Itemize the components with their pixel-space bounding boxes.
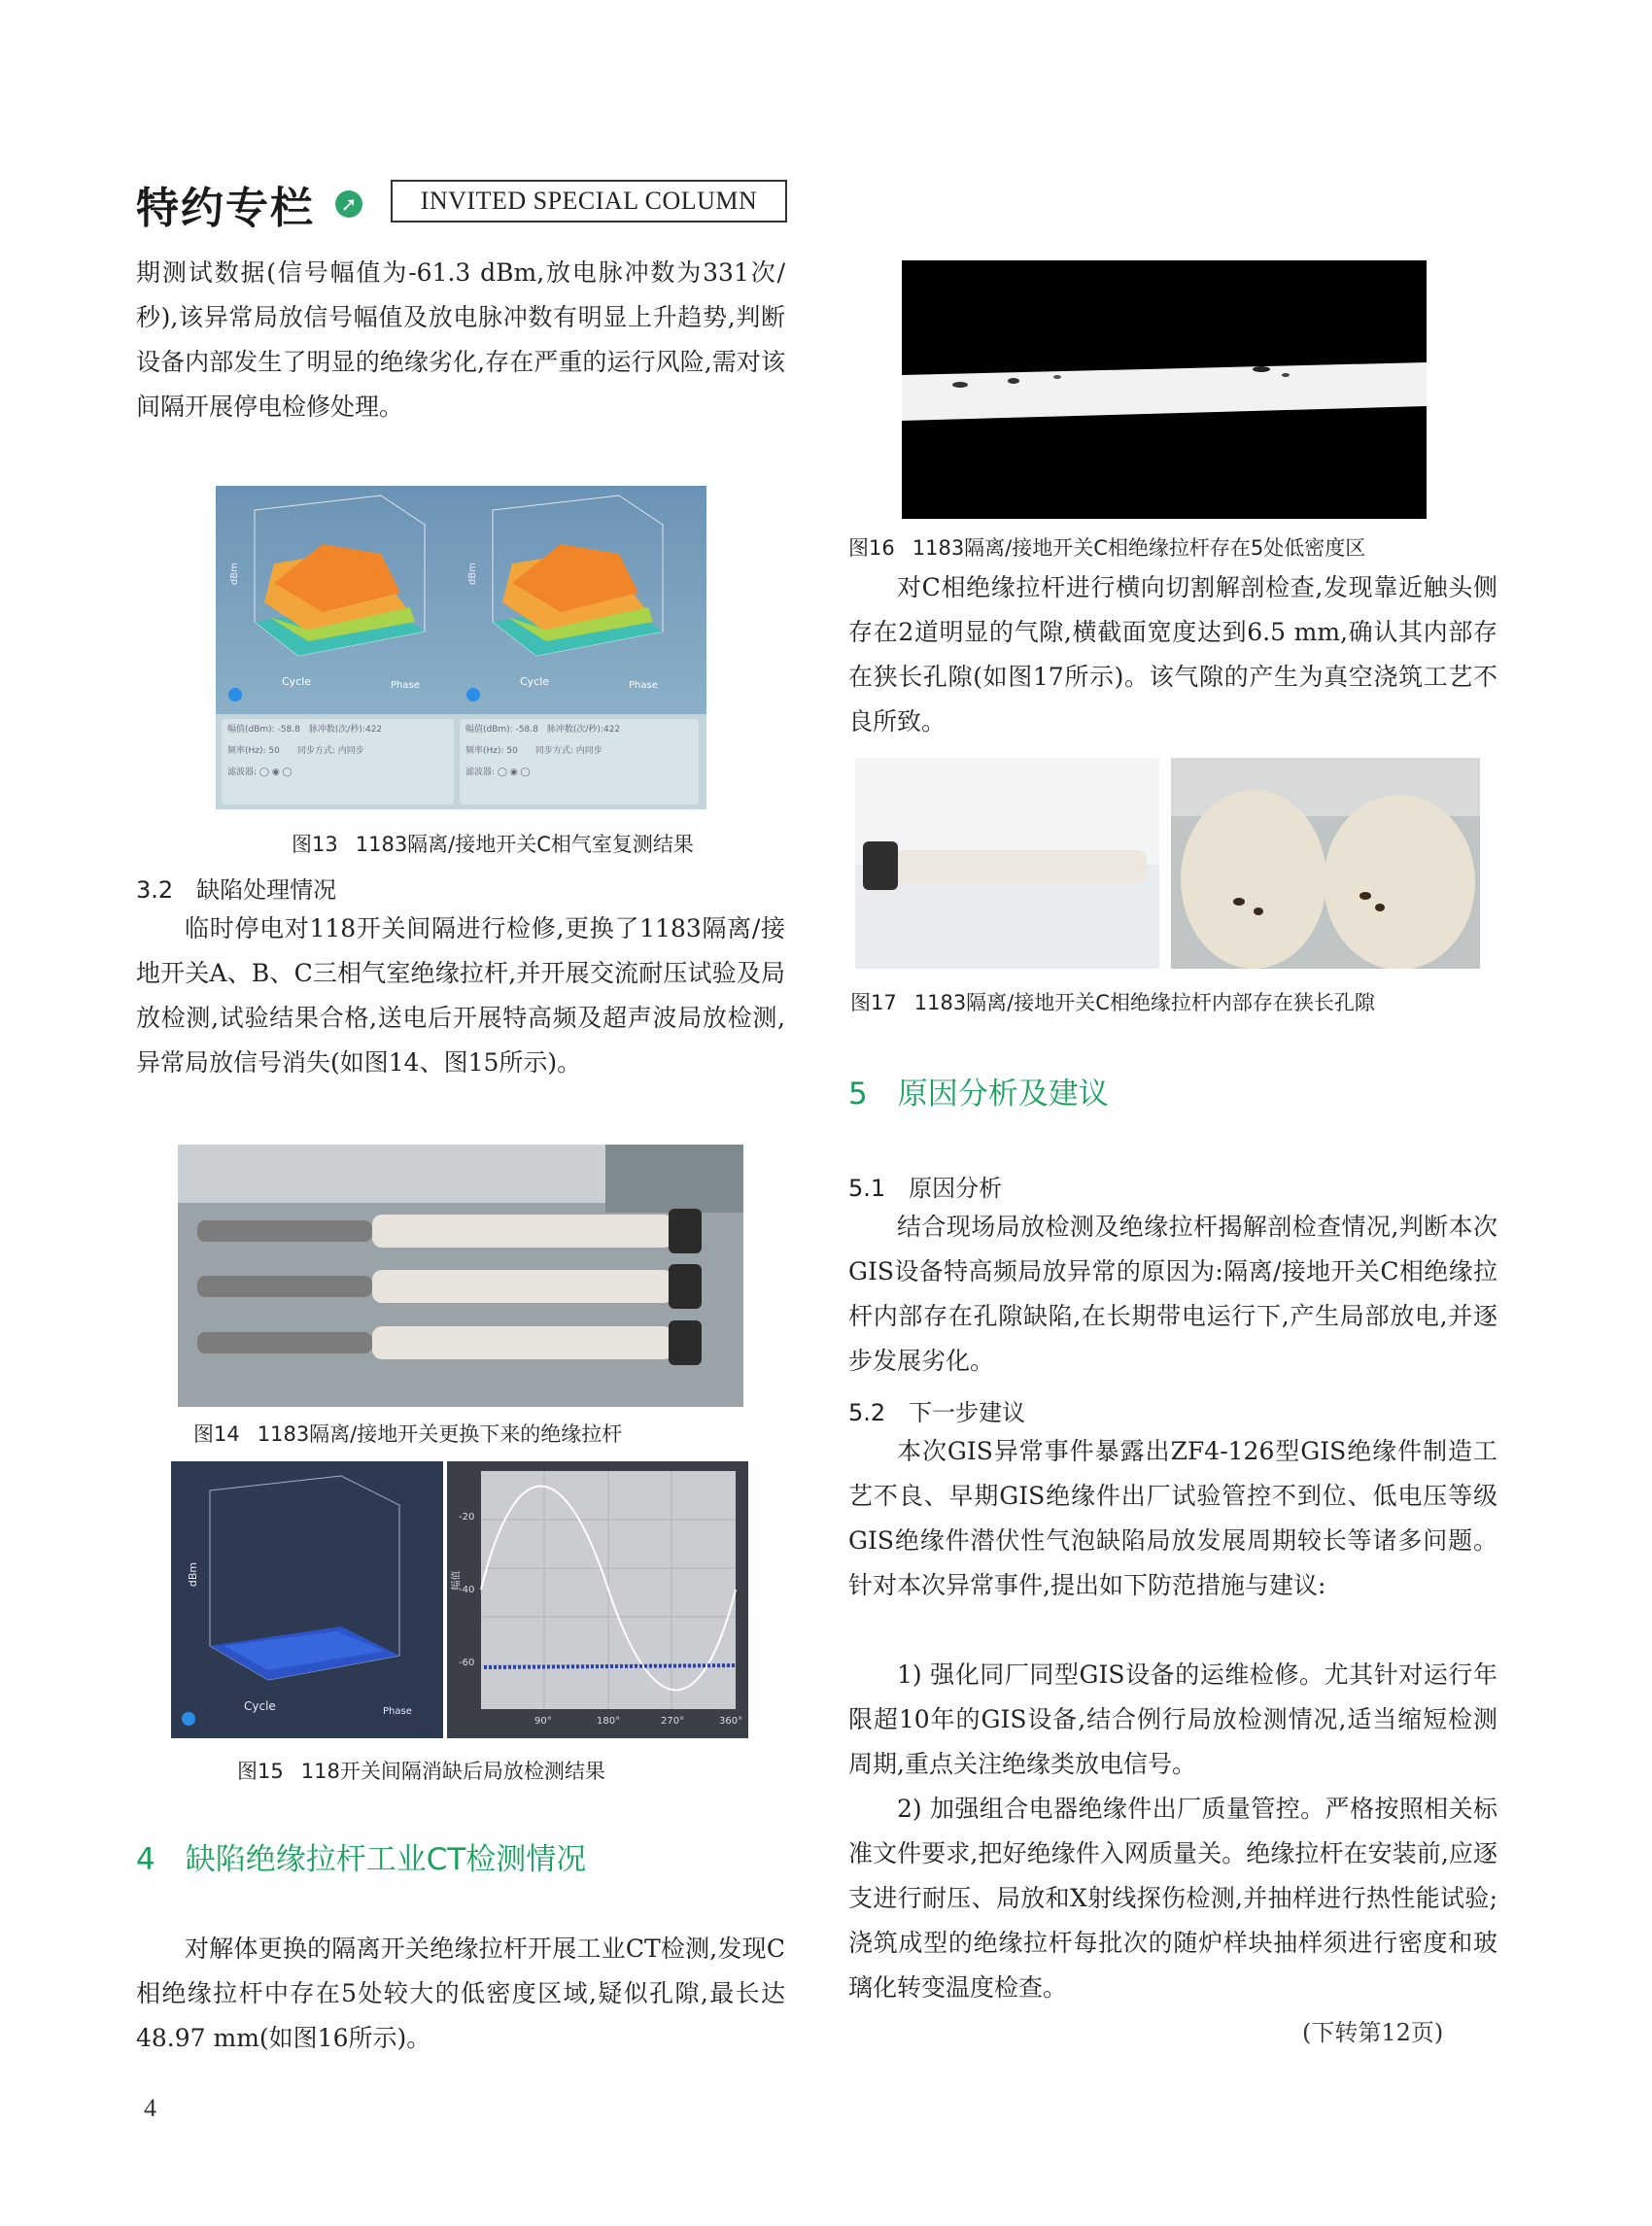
figure-14-photo <box>178 1145 743 1407</box>
y-axis-label: dBm <box>228 563 240 585</box>
figure-13-caption: 图13 1183隔离/接地开关C相气室复测结果 <box>292 833 694 856</box>
paragraph-3-2: 临时停电对118开关间隔进行检修,更换了1183隔离/接地开关A、B、C三相气室绝缘拉杆,并开展交流耐压试验及局放检测,试验结果合格,送电后开展特高频及超声波局放检测,异常局放信号消失(如图14、图15所示)。 <box>136 914 785 1077</box>
rod-photo <box>855 758 1159 969</box>
page-number: 4 <box>144 2094 156 2122</box>
x-tick: 270° <box>661 1716 685 1727</box>
readout-box: 幅值(dBm): -58.8 脉冲数(次/秒):422 频率(Hz): 50 同步方式: 内同步 滤波器: ◯ ◉ ◯ <box>222 719 455 805</box>
figure-16-caption: 图16 1183隔离/接地开关C相绝缘拉杆存在5处低密度区 <box>848 536 1366 560</box>
y-axis-label: 幅值 <box>451 1570 463 1591</box>
section-4-title: 4 缺陷绝缘拉杆工业CT检测情况 <box>136 1842 587 1877</box>
y-tick: -20 <box>459 1512 475 1523</box>
paragraph-5-1: 结合现场局放检测及绝缘拉杆揭解剖检查情况,判断本次GIS设备特高频局放异常的原因为:隔离/接地开关C相绝缘拉杆内部存在孔隙缺陷,在长期带电运行下,产生局部放电,并逐步发展劣化。 <box>848 1213 1497 1375</box>
phase-axis-label: Phase <box>391 680 420 691</box>
paragraph-4: 对解体更换的隔离开关绝缘拉杆开展工业CT检测,发现C相绝缘拉杆中存在5处较大的低密度区域,疑似孔隙,最长达48.97 mm(如图16所示)。 <box>136 1935 785 2052</box>
figure-17-right-photo <box>1171 758 1480 969</box>
column-label-en: INVITED SPECIAL COLUMN <box>391 180 787 223</box>
cycle-axis-label: Cycle <box>282 675 312 688</box>
y-axis-label: dBm <box>466 563 478 585</box>
figure-15-caption: 图15 118开关间隔消缺后局放检测结果 <box>237 1760 605 1783</box>
readout-box: 幅值(dBm): -58.8 脉冲数(次/秒):422 频率(Hz): 50 同步方式: 内同步 滤波器: ◯ ◉ ◯ <box>460 719 699 805</box>
pd-3d-plot-after <box>171 1461 443 1738</box>
paragraph-5-2: 本次GIS异常事件暴露出ZF4-126型GIS绝缘件制造工艺不良、早期GIS绝缘件出厂试验管控不到位、低电压等级GIS绝缘件潜伏性气泡缺陷局放发展周期较长等诸多问题。针对本次异常事件,提出如下防范措施与建议: <box>848 1437 1497 1599</box>
figure-15-right-panel <box>447 1461 748 1738</box>
paragraph-intro: 期测试数据(信号幅值为-61.3 dBm,放电脉冲数为331次/秒),该异常局放信号幅值及放电脉冲数有明显上升趋势,判断设备内部发生了明显的绝缘劣化,存在严重的运行风险,需对该间隔开展停电检修处理。 <box>136 258 785 421</box>
x-tick: 90° <box>534 1716 552 1727</box>
phase-axis-label: Phase <box>629 680 658 691</box>
figure-15-left-panel <box>171 1461 443 1738</box>
column-title: 特约专栏 <box>136 184 315 233</box>
paragraph-measure-2: 2) 加强组合电器绝缘件出厂质量管控。严格按照相关标准文件要求,把好绝缘件入网质量关。绝缘拉杆在安装前,应逐支进行耐压、局放和X射线探伤检测,并抽样进行热性能试验;浇筑成型的绝缘拉杆每批次的随炉样块抽样须进行密度和玻璃化转变温度检查。 <box>848 1795 1497 2002</box>
y-tick: -40 <box>459 1585 475 1595</box>
x-tick: 360° <box>719 1716 743 1727</box>
phase-axis-label: Phase <box>383 1706 412 1717</box>
cycle-axis-label: Cycle <box>244 1699 276 1713</box>
paragraph-16: 对C相绝缘拉杆进行横向切割解剖检查,发现靠近触头侧存在2道明显的气隙,横截面宽度达到6.5 mm,确认其内部存在狭长孔隙(如图17所示)。该气隙的产生为真空浇筑工艺不良所致。 <box>848 573 1497 736</box>
pd-3d-plot <box>216 486 462 714</box>
figure-13-panel-right <box>454 486 706 809</box>
section-5-title: 5 原因分析及建议 <box>848 1077 1109 1112</box>
prpd-sine-plot <box>447 1461 748 1738</box>
figure-13-panel-left <box>216 486 462 809</box>
figure-17-left-photo <box>855 758 1159 969</box>
y-tick: -60 <box>459 1658 475 1668</box>
figure-14-caption: 图14 1183隔离/接地开关更换下来的绝缘拉杆 <box>193 1422 623 1446</box>
continued-note: (下转第12页) <box>1302 2019 1444 2046</box>
arrow-circle-icon: ➚ <box>335 190 362 218</box>
figure-17-caption: 图17 1183隔离/接地开关C相绝缘拉杆内部存在狭长孔隙 <box>850 991 1375 1014</box>
section-5-1-title: 5.1 原因分析 <box>848 1175 1003 1202</box>
y-axis-label: dBm <box>187 1561 200 1588</box>
pd-3d-plot <box>454 486 706 714</box>
section-3-2-title: 3.2 缺陷处理情况 <box>136 876 337 904</box>
paragraph-measure-1: 1) 强化同厂同型GIS设备的运维检修。尤其针对运行年限超10年的GIS设备,结合例行局放检测情况,适当缩短检测周期,重点关注绝缘类放电信号。 <box>848 1661 1497 1778</box>
ct-scan-image <box>902 260 1427 519</box>
insulating-rods-image <box>178 1145 743 1407</box>
figure-16-ct-image <box>902 260 1427 519</box>
rod-cross-section-photo <box>1171 758 1480 969</box>
cycle-axis-label: Cycle <box>520 675 550 688</box>
x-tick: 180° <box>597 1716 621 1727</box>
section-5-2-title: 5.2 下一步建议 <box>848 1399 1026 1426</box>
